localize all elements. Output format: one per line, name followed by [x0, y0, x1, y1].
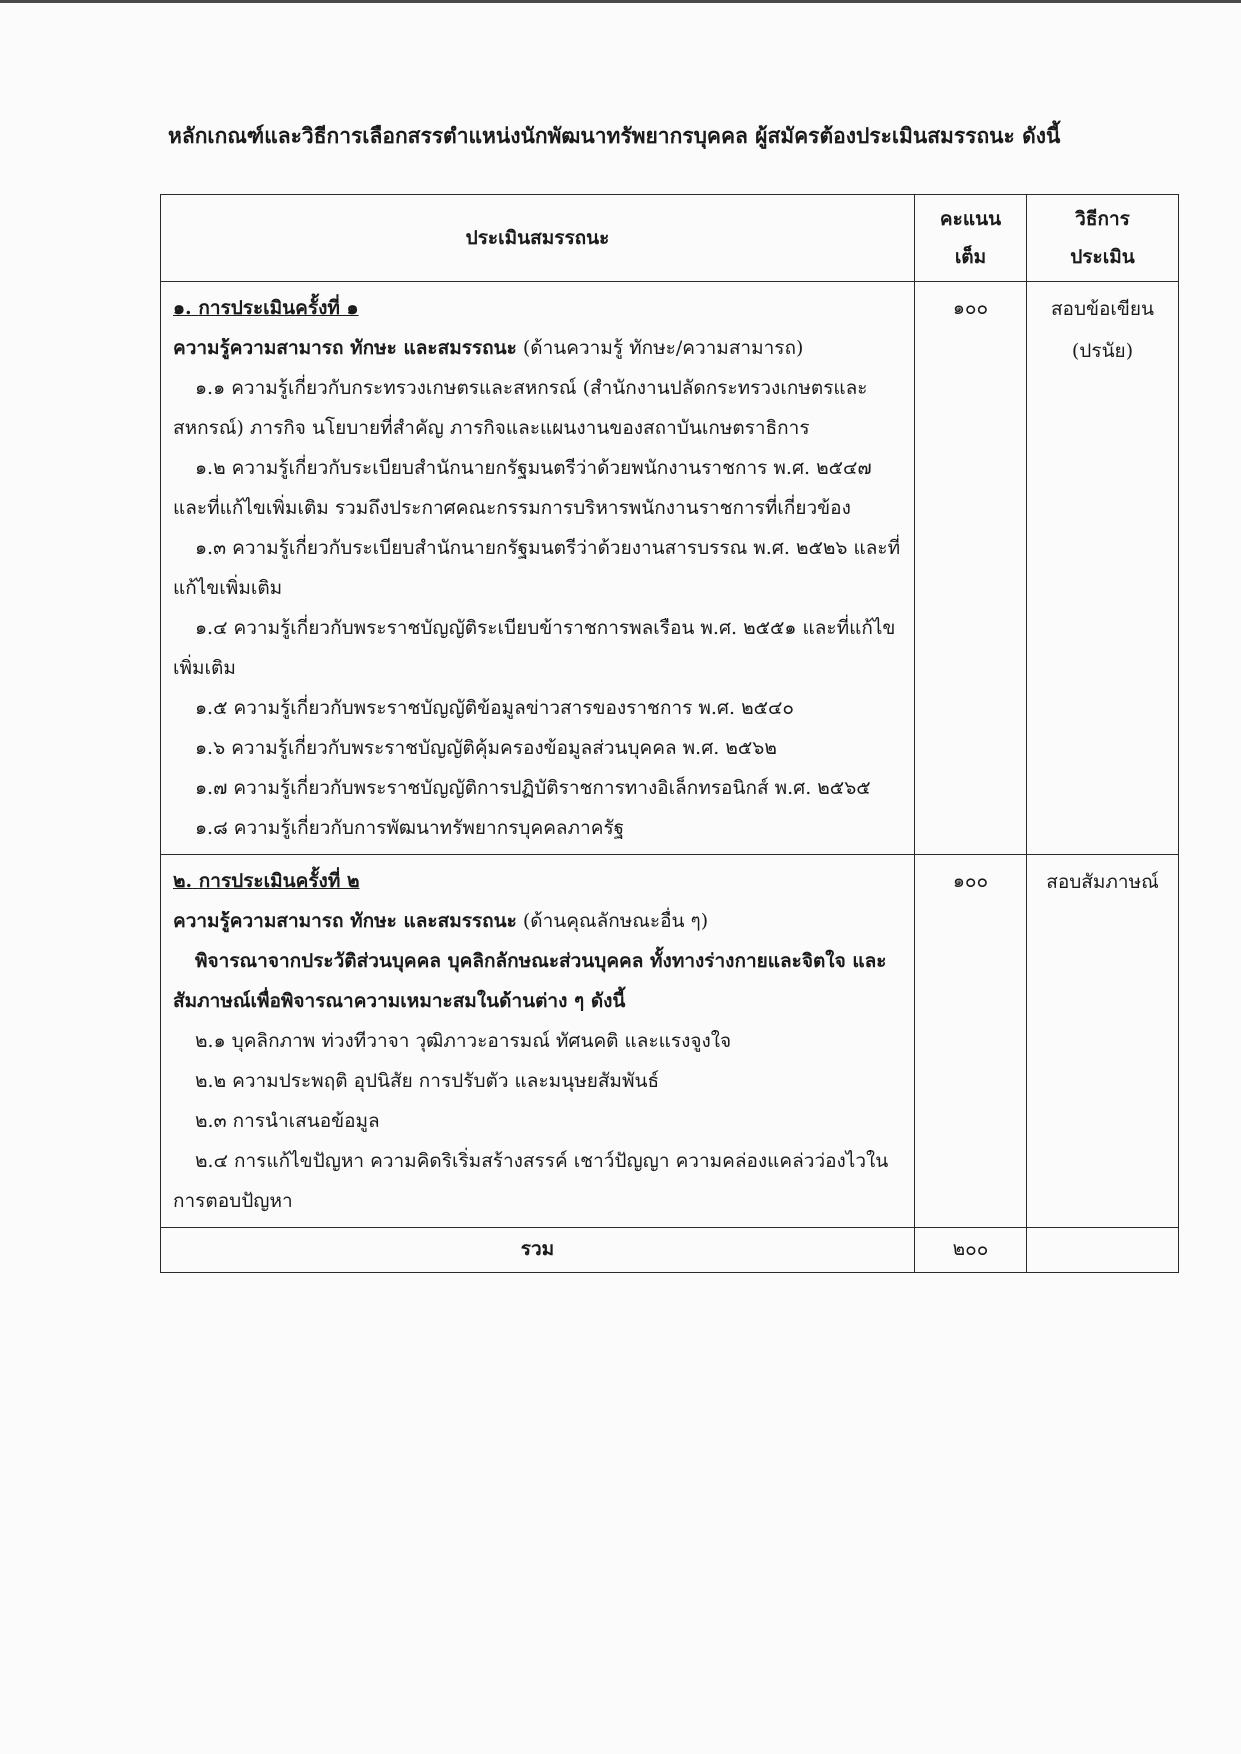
section2-method: สอบสัมภาษณ์: [1027, 855, 1179, 1228]
section2-row: [161, 855, 1179, 1228]
section2-criteria: [161, 855, 915, 1228]
section2-subhead-rest: (ด้านคุณลักษณะอื่น ๆ): [516, 910, 709, 932]
list-item: ๑.๑ ความรู้เกี่ยวกับกระทรวงเกษตรและสหกรณ์ (สำนักงานปลัดกระทรวงเกษตรและสหกรณ์) ภารกิจ นโยบายที่สำคัญ ภารกิจและแผนงานของสถาบันเกษตราธิการ: [173, 377, 868, 439]
list-item: ๑.๘ ความรู้เกี่ยวกับการพัฒนาทรัพยากรบุคคลภาครัฐ: [195, 817, 625, 839]
section1-score: ๑๐๐: [915, 282, 1027, 855]
section2-subhead-bold: ความรู้ความสามารถ ทักษะ และสมรรถนะ: [173, 910, 517, 932]
header-score: [915, 195, 1027, 282]
list-item: ๑.๒ ความรู้เกี่ยวกับระเบียบสำนักนายกรัฐมนตรีว่าด้วยพนักงานราชการ พ.ศ. ๒๕๔๗ และที่แก้ไขเพิ่มเติม รวมถึงประกาศคณะกรรมการบริหารพนักงานราชการที่เกี่ยวข้อง: [173, 457, 872, 519]
list-item: ๑.๖ ความรู้เกี่ยวกับพระราชบัญญัติคุ้มครองข้อมูลส่วนบุคคล พ.ศ. ๒๕๖๒: [195, 737, 777, 759]
table-header-row: [161, 195, 1179, 282]
section1-method-line2: (ปรนัย): [1071, 340, 1134, 362]
section1-method-line1: สอบข้อเขียน: [1050, 298, 1155, 320]
section2-title-text: การประเมินครั้งที่ ๒: [198, 870, 360, 892]
section1-subhead-bold: ความรู้ความสามารถ ทักษะ และสมรรถนะ: [173, 337, 517, 359]
section1-subhead-rest: (ด้านความรู้ ทักษะ/ความสามารถ): [516, 337, 804, 359]
list-item: ๑.๗ ความรู้เกี่ยวกับพระราชบัญญัติการปฏิบัติราชการทางอิเล็กทรอนิกส์ พ.ศ. ๒๕๖๕: [195, 777, 871, 799]
header-method: [1027, 195, 1179, 282]
header-score-line1: คะแนน: [939, 208, 1002, 230]
total-label: รวม: [161, 1228, 915, 1273]
list-item: ๑.๓ ความรู้เกี่ยวกับระเบียบสำนักนายกรัฐมนตรีว่าด้วยงานสารบรรณ พ.ศ. ๒๕๒๖ และที่แก้ไขเพิ่มเติม: [173, 537, 901, 599]
section1-criteria: [161, 282, 915, 855]
criteria-table: [160, 194, 1179, 1273]
total-method-empty: [1027, 1228, 1179, 1273]
section1-title: [173, 288, 904, 328]
section2-score: ๑๐๐: [915, 855, 1027, 1228]
header-method-line1: วิธีการ: [1075, 208, 1130, 230]
section1-title-text: การประเมินครั้งที่ ๑: [198, 297, 359, 319]
list-item: ๑.๕ ความรู้เกี่ยวกับพระราชบัญญัติข้อมูลข่าวสารของราชการ พ.ศ. ๒๕๔๐: [195, 697, 794, 719]
header-criteria: ประเมินสมรรถนะ: [161, 195, 915, 282]
total-row: [161, 1228, 1179, 1273]
page-heading: [168, 120, 1168, 153]
list-item: ๒.๑ บุคลิกภาพ ท่วงทีวาจา วุฒิภาวะอารมณ์ ทัศนคติ และแรงจูงใจ: [195, 1030, 732, 1052]
section1-method: [1027, 282, 1179, 855]
list-item: ๒.๒ ความประพฤติ อุปนิสัย การปรับตัว และมนุษยสัมพันธ์: [195, 1070, 660, 1092]
section1-row: [161, 282, 1179, 855]
header-method-line2: ประเมิน: [1070, 246, 1135, 268]
section1-number: ๑.: [173, 297, 192, 319]
section2-number: ๒.: [173, 870, 193, 892]
list-item: ๑.๔ ความรู้เกี่ยวกับพระราชบัญญัติระเบียบข้าราชการพลเรือน พ.ศ. ๒๕๕๑ และที่แก้ไขเพิ่มเติม: [173, 617, 896, 679]
section2-subhead: [173, 901, 904, 941]
total-score: ๒๐๐: [915, 1228, 1027, 1273]
list-item: ๒.๓ การนำเสนอข้อมูล: [195, 1110, 380, 1132]
header-score-line2: เต็ม: [954, 246, 987, 268]
list-item: ๒.๔ การแก้ไขปัญหา ความคิดริเริ่มสร้างสรรค์ เชาว์ปัญญา ความคล่องแคล่วว่องไวในการตอบปัญหา: [173, 1150, 889, 1212]
section1-subhead: [173, 328, 904, 368]
section2-title: [173, 861, 904, 901]
section2-intro: พิจารณาจากประวัติส่วนบุคคล บุคลิกลักษณะส่วนบุคคล ทั้งทางร่างกายและจิตใจ และสัมภาษณ์เพื่อพิจารณาความเหมาะสมในด้านต่าง ๆ ดังนี้: [173, 950, 887, 1012]
heading-text: หลักเกณฑ์และวิธีการเลือกสรรตำแหน่งนักพัฒนาทรัพยากรบุคคล ผู้สมัครต้องประเมินสมรรถนะ ดังนี้: [168, 123, 1061, 148]
scan-edge: [0, 0, 1241, 3]
